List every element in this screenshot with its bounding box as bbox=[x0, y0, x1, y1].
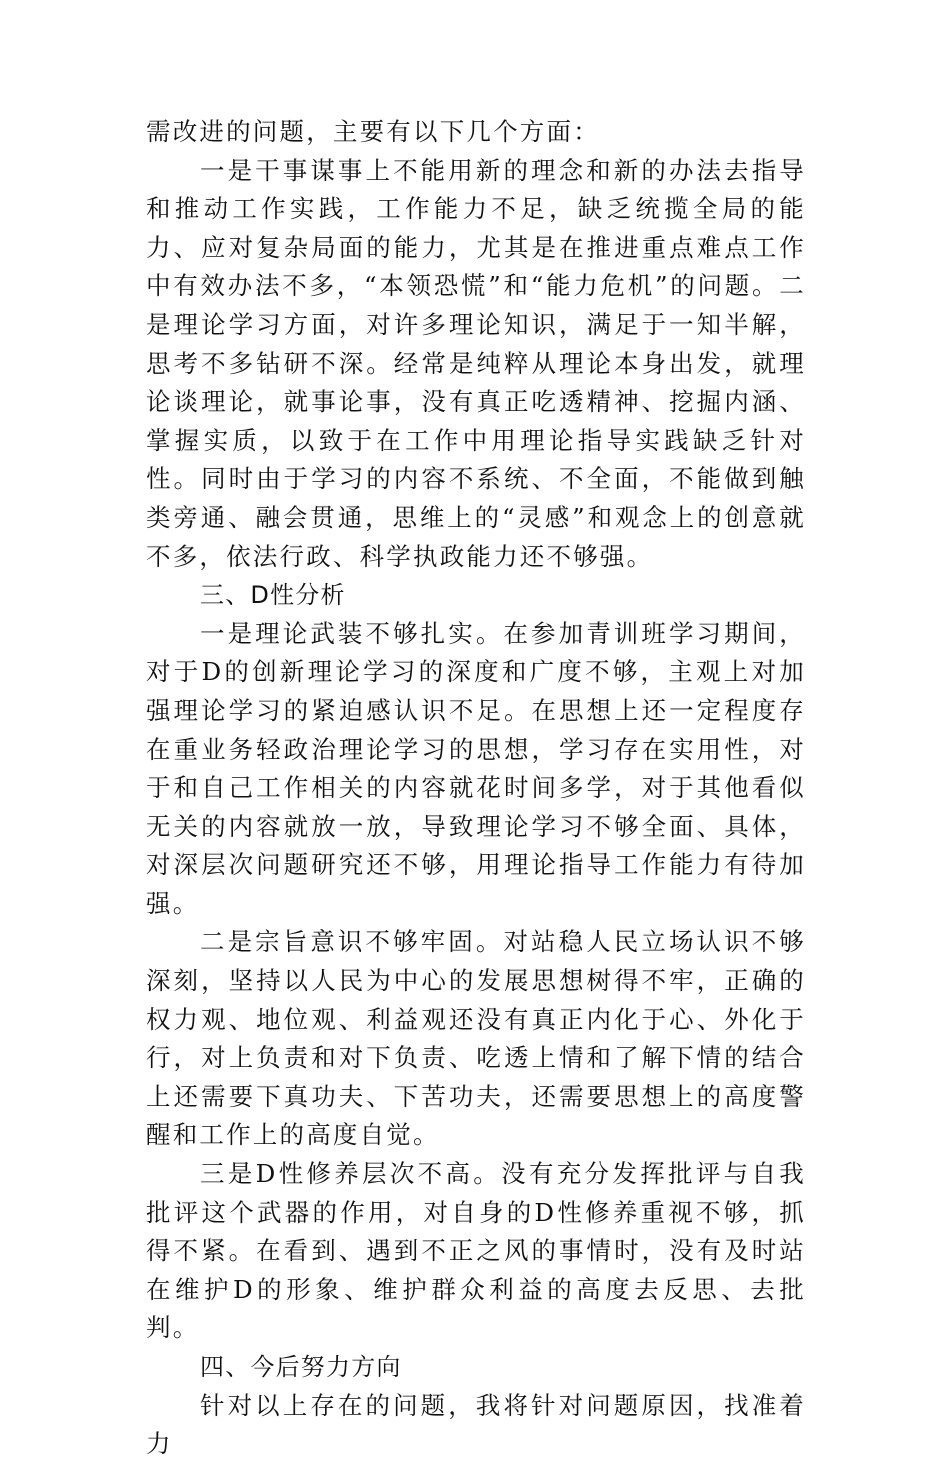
paragraph-problems: 一是干事谋事上不能用新的理念和新的办法去指导和推动工作实践，工作能力不足，缺乏统揽全局的能力、应对复杂局面的能力，尤其是在推进重点难点工作中有效办法不多，“本领恐慌”和“能力危机”的问题。二是理论学习方面，对许多理论知识，满足于一知半解，思考不多钻研不深。经常是纯粹从理论本身出发，就理论谈理论，就事论事，没有真正吃透精神、挖掘内涵、掌握实质，以致于在工作中用理论指导实践缺乏针对性。同时由于学习的内容不系统、不全面，不能做到触类旁通、融会贯通，思维上的“灵感”和观念上的创意就不多，依法行政、科学执政能力还不够强。 bbox=[146, 155, 806, 571]
section-heading-party-analysis: 三、D性分析 bbox=[200, 581, 346, 610]
section-heading-future-direction: 四、今后努力方向 bbox=[200, 1353, 402, 1381]
document-body bbox=[146, 113, 806, 1464]
paragraph-purpose-awareness: 二是宗旨意识不够牢固。对站稳人民立场认识不够深刻，坚持以人民为中心的发展思想树得不牢，正确的权力观、地位观、利益观还没有真正内化于心、外化于行，对上负责和对下负责、吃透上情和了解下情的结合上还需要下真功夫、下苦功夫，还需要思想上的高度警醒和工作上的高度自觉。 bbox=[146, 927, 806, 1150]
paragraph-self-cultivation: 三是D性修养层次不高。没有充分发挥批评与自我批评这个武器的作用，对自身的D性修养重视不够，抓得不紧。在看到、遇到不正之风的事情时，没有及时站在维护D的形象、维护群众利益的高度去反思、去批判。 bbox=[146, 1159, 806, 1343]
paragraph-future-direction: 针对以上存在的问题，我将针对问题原因，找准着力 bbox=[146, 1390, 806, 1459]
paragraph-intro: 需改进的问题，主要有以下几个方面： bbox=[146, 117, 600, 146]
paragraph-theory-study: 一是理论武装不够扎实。在参加青训班学习期间，对于D的创新理论学习的深度和广度不够，主观上对加强理论学习的紧迫感认识不足。在思想上还一定程度存在重业务轻政治理论学习的思想，学习存在实用性，对于和自己工作相关的内容就花时间多学，对于其他看似无关的内容就放一放，导致理论学习不够全面、具体，对深层次问题研究还不够，用理论指导工作能力有待加强。 bbox=[146, 618, 806, 918]
